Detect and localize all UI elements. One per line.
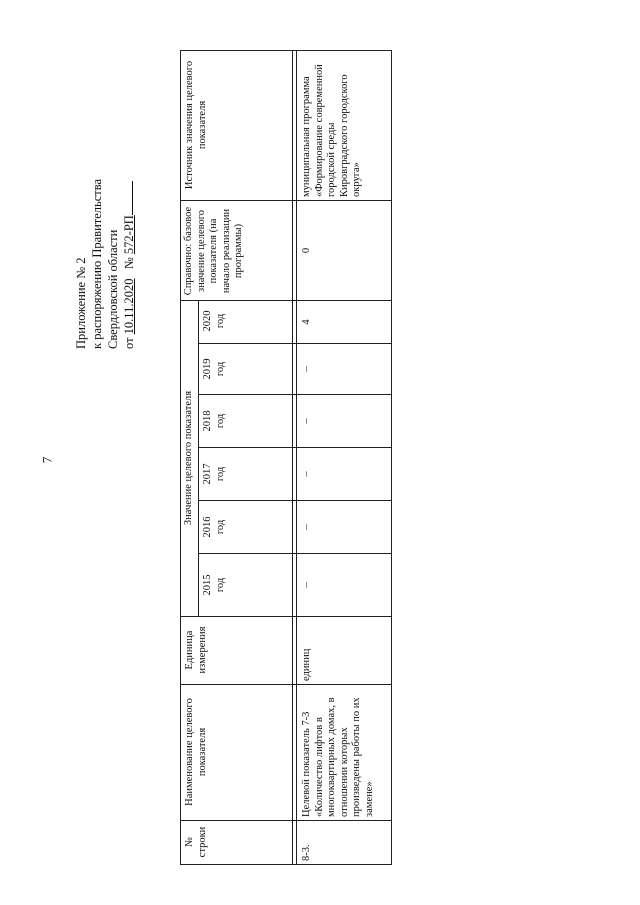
header-unit: Единица измерения [184,626,208,674]
row-number: 8-3. [301,844,312,861]
value-2016: – [301,524,312,530]
decree-number: 572-РП [122,215,136,255]
header-line-2: к распоряжению Правительства [90,178,104,349]
document-header [73,119,137,349]
value-2018: – [301,418,312,424]
header-year-2017: 2017 год [202,463,226,485]
reference-base-value: 0 [301,247,312,254]
header-row-number: № строки [184,826,208,858]
header-indicator-name: Наименование целевого показателя [184,698,208,806]
header-year-2015: 2015 год [202,574,226,596]
page-number: 7 [39,456,55,464]
header-reference-base-value: Справочно: базовое значение целевого показателя (на начало реализации программы) [183,206,244,296]
target-indicator-table [180,50,392,865]
source-value: муниципальная программа «Формирование современной городской среды Кировградского городского округа» [301,64,362,197]
header-date-line [121,119,137,349]
header-year-2016: 2016 год [202,516,226,538]
header-source: Источник значения целевого показателя [184,60,208,190]
header-year-2020: 2020 год [202,310,226,332]
header-line-1: Приложение № 2 [74,257,88,349]
number-prefix: № [122,257,136,270]
value-2019: – [301,366,312,372]
decree-date: 10.11.2020 [122,278,136,335]
indicator-name: Целевой показатель 7-3 «Количество лифтов в многоквартирных домах, в отношении которых произведены работы по их замене» [301,697,375,817]
header-year-2018: 2018 год [202,410,226,432]
unit-value: единиц [301,648,312,681]
header-target-value-group: Значение целевого показателя [183,390,194,526]
value-2017: – [301,471,312,477]
value-2020: 4 [301,319,312,325]
header-year-2019: 2019 год [202,358,226,380]
date-prefix: от [122,337,136,349]
value-2015: – [301,582,312,588]
header-line-3: Свердловской области [106,229,120,349]
